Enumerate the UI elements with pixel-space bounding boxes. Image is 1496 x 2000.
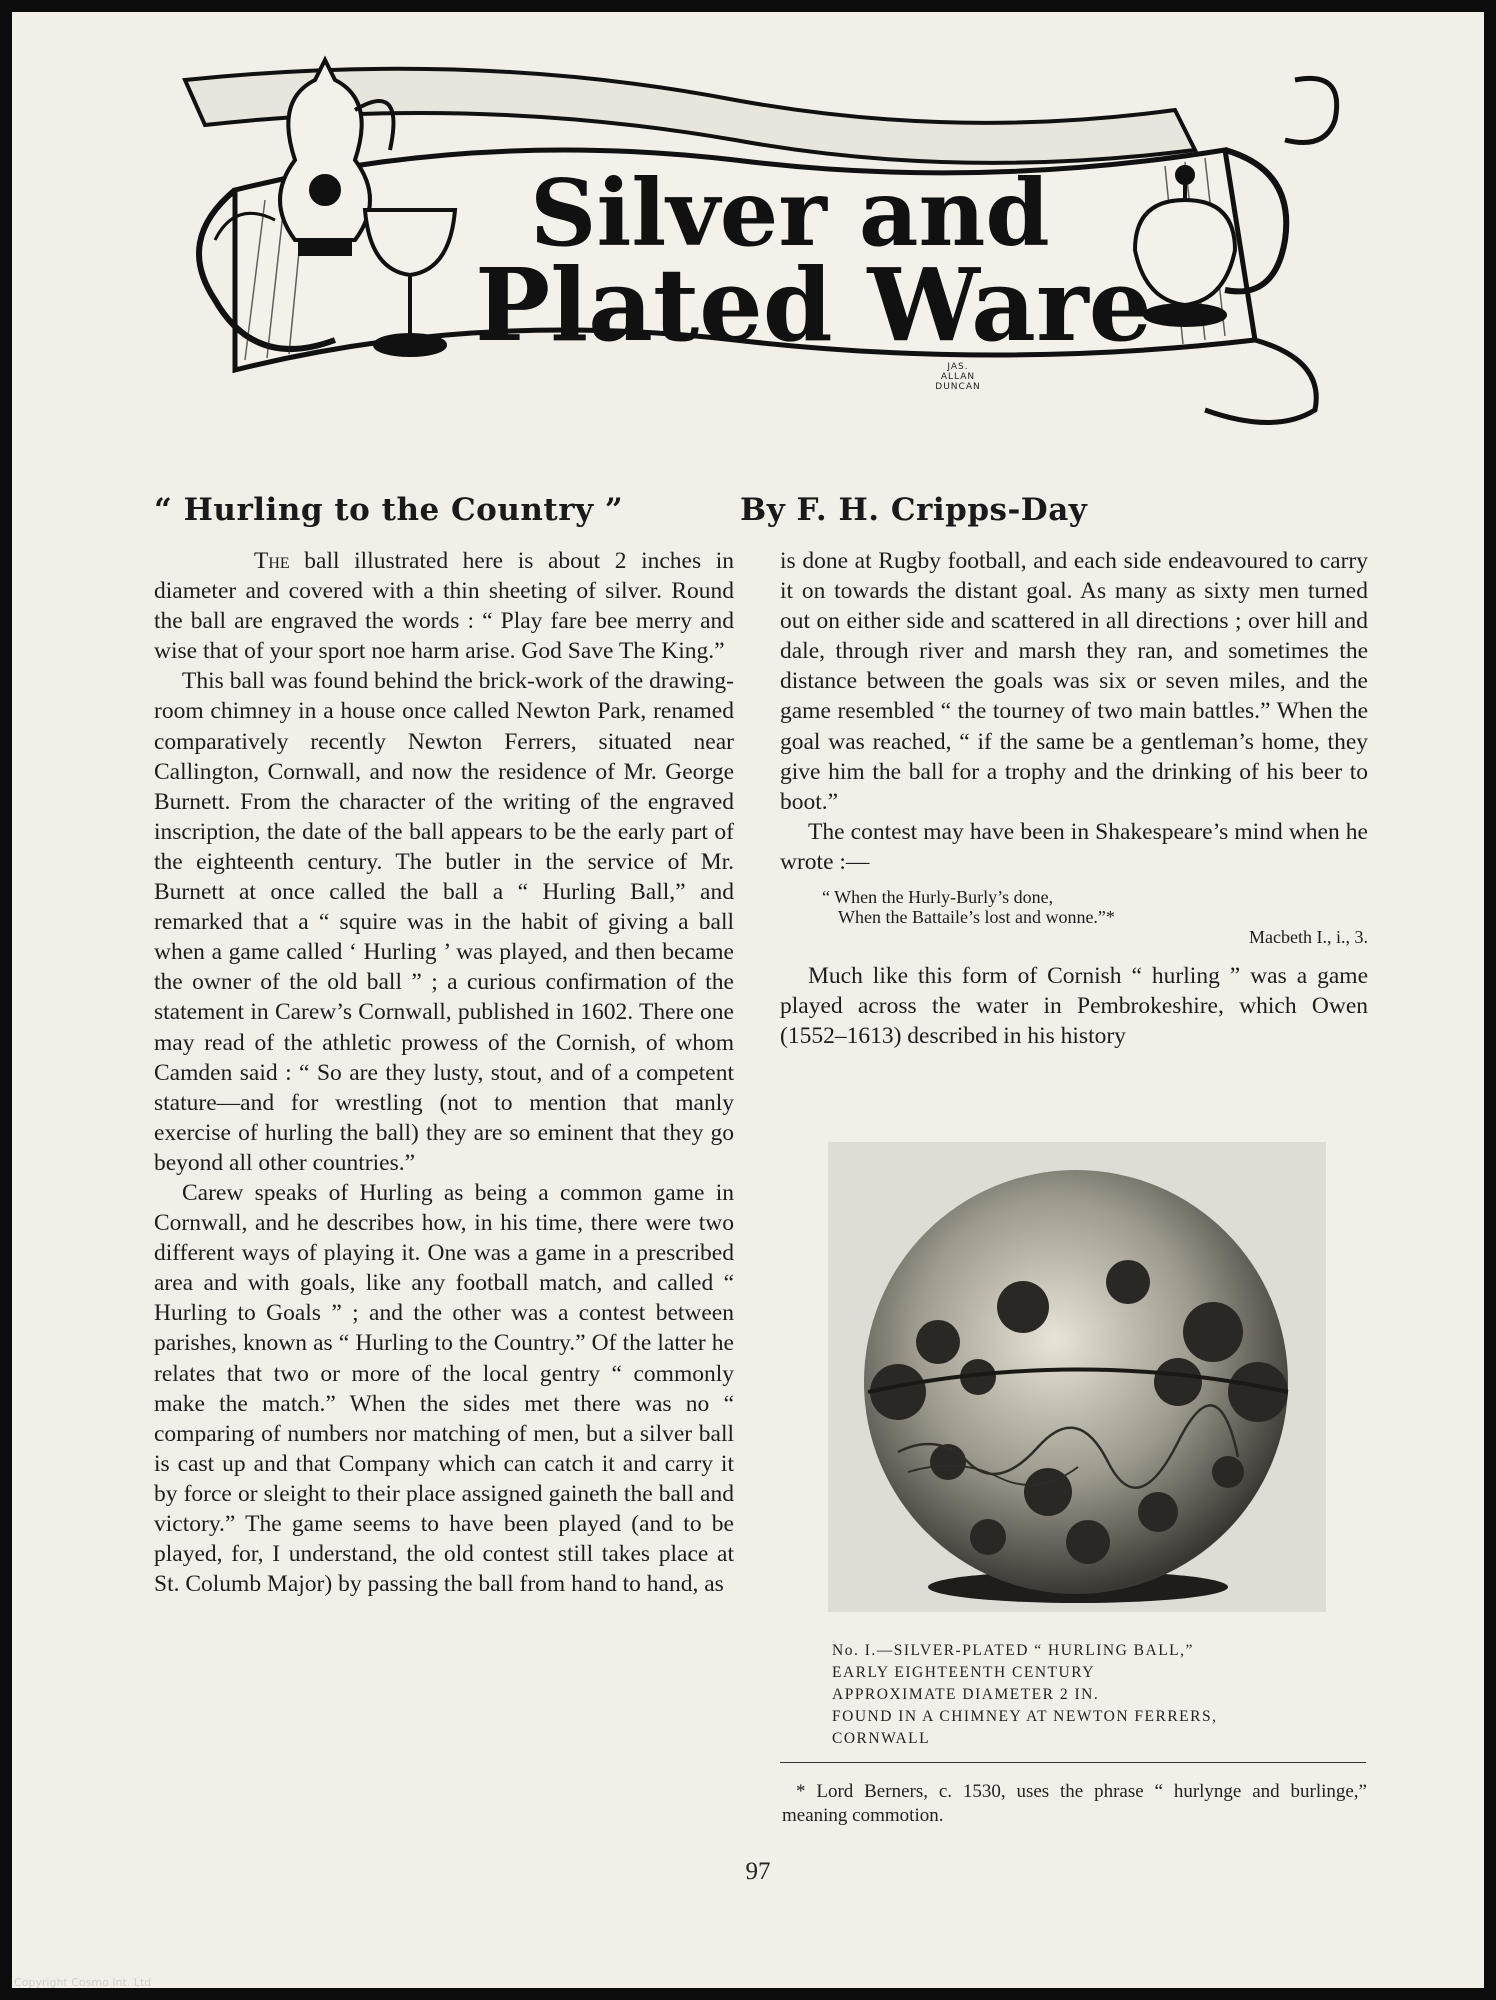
article-byline: By F. H. Cripps-Day — [740, 492, 1088, 528]
hurling-ball-image — [828, 1142, 1326, 1612]
quote-line: “ When the Hurly-Burly’s done, — [822, 887, 1054, 908]
caption-line: EARLY EIGHTEENTH CENTURY — [832, 1664, 1095, 1681]
banner-title-line2: Plated Ware — [475, 246, 1153, 364]
page-number: 97 — [745, 1858, 771, 1885]
macbeth-quote — [780, 887, 1368, 947]
paragraph: The contest may have been in Shakespeare’s mind when he wrote :— — [780, 818, 1368, 875]
caption-line: FOUND IN A CHIMNEY AT NEWTON FERRERS, — [832, 1708, 1218, 1725]
quote-source: Macbeth I., i., 3. — [1249, 927, 1368, 948]
drop-word: The — [254, 548, 290, 574]
artist-line: ALLAN — [940, 372, 976, 382]
footnote-divider — [780, 1762, 1366, 1763]
photo-caption — [832, 1640, 1332, 1750]
paragraph: Carew speaks of Hurling as being a common game in Cornwall, and he describes how, in his time, there were two different ways of playing it. One was a game in a prescribed area and with goals, like any football match, and called “ Hurling to Goals ” ; and the other was a contest between parishes, known as “ Hurling to the Country.” Of the latter he relates that two or more of the local gentry “ commonly make the match.” When the sides met there was no “ comparing of numbers nor matching of men, but a silver ball is cast up and that Company which can catch it and carry it by force or sleight to their place assigned gaineth the ball and victory.” The game seems to have been played (and to be played, for, I understand, the old contest still takes place at St. Columb Major) by passing the ball from hand to hand, as — [154, 1179, 734, 1598]
paragraph: is done at Rugby football, and each side endeavoured to carry it on towards the distant goal. As many as sixty men turned out on either side and scattered in all directions ; over hill and dale, through river and marsh they ran, and sometimes the distance between the goals was six or seven miles, and the game resembled “ the tourney of two main battles.” When the goal was reached, “ if the same be a gentleman’s home, they give him the ball for a trophy and the drinking of his beer to boot.” — [780, 548, 1368, 815]
left-column — [154, 546, 734, 1599]
caption-line: No. I.—SILVER-PLATED “ HURLING BALL,” — [832, 1642, 1194, 1659]
copyright-watermark: Copyright Cosmo Int. Ltd — [14, 1976, 152, 1989]
title-banner — [175, 40, 1355, 430]
article-title: “ Hurling to the Country ” — [154, 492, 624, 528]
paragraph: Much like this form of Cornish “ hurling ” was a game played across the water in Pembrokeshire, which Owen (1552–1613) described in his history — [780, 963, 1368, 1050]
quote-line: When the Battaile’s lost and wonne.”* — [838, 907, 1115, 928]
paragraph: This ball was found behind the brick-work of the drawing-room chimney in a house once called Newton Park, renamed comparatively recently Newton Ferrers, situated near Callington, Cornwall, and now the residence of Mr. George Burnett. From the character of the writing of the engraved inscription, the date of the ball appears to be the early part of the eighteenth century. The butler in the service of Mr. Burnett at once called the ball a “ Hurling Ball,” and remarked that a “ squire was in the habit of giving a ball when a game called ‘ Hurling ’ was played, and then became the owner of the old ball ” ; a curious confirmation of the statement in Carew’s Cornwall, published in 1602. There one may read of the athletic prowess of the Cornish, of whom Camden said : “ So are they lusty, stout, and of a competent stature—and for wrestling (not to mention that manly exercise of hurling the ball) they are so eminent that they go beyond all other countries.” — [154, 668, 734, 1176]
artist-line: JAS. — [947, 362, 969, 372]
artist-signature — [928, 362, 988, 392]
paragraph-text: ball illustrated here is about 2 inches in diameter and covered with a thin sheeting of silver. Round the ball are engraved the words : “ Play fare bee merry and wise that of your sport noe harm arise. God Save The King.” — [154, 548, 734, 665]
right-column — [780, 546, 1368, 1051]
caption-line: CORNWALL — [832, 1730, 931, 1747]
paragraph — [154, 546, 734, 666]
caption-line: APPROXIMATE DIAMETER 2 IN. — [832, 1686, 1100, 1703]
banner-title-line1: Silver and — [530, 159, 1050, 267]
artist-line: DUNCAN — [935, 382, 981, 392]
footnote: * Lord Berners, c. 1530, uses the phrase “ hurlynge and burlinge,” meaning commotion. — [782, 1781, 1367, 1826]
banner-illustration — [175, 40, 1355, 430]
hurling-ball-photo — [828, 1142, 1326, 1612]
